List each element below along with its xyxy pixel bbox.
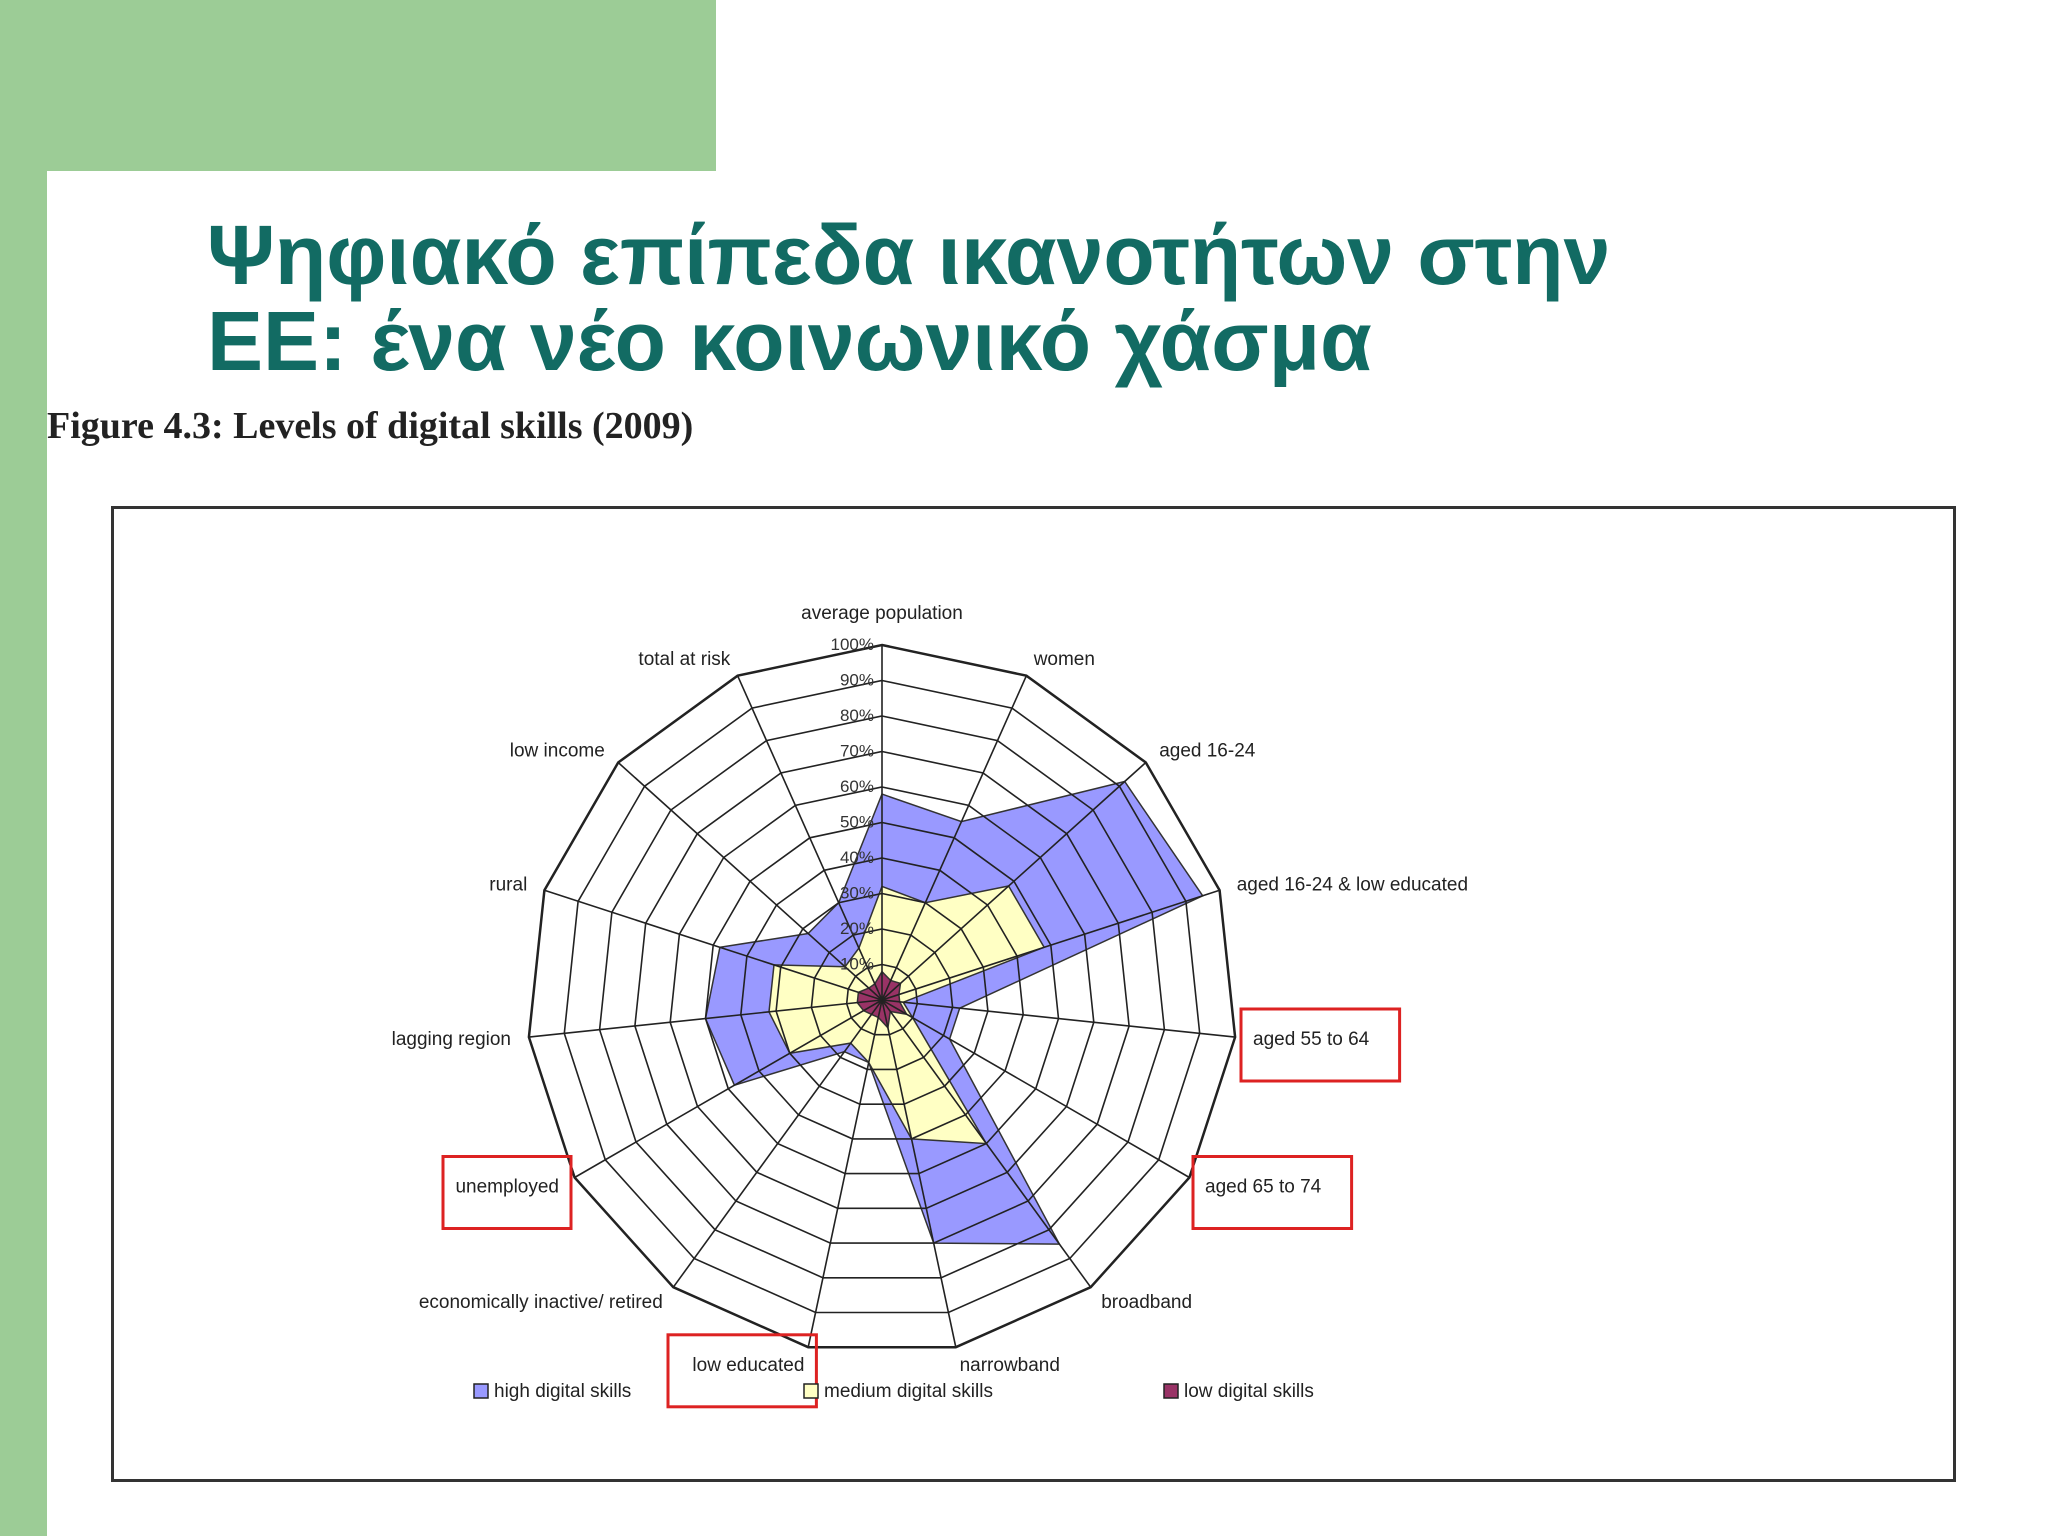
radar-grid — [529, 645, 1235, 1347]
tick-label-60%: 60% — [839, 777, 874, 796]
slide-title — [207, 208, 2007, 388]
figure-caption: Figure 4.3: Levels of digital skills (2009) — [47, 405, 694, 447]
radar-chart — [114, 509, 1959, 1485]
category-label-women: women — [1033, 649, 1095, 671]
category-label-total-at-risk: total at risk — [638, 649, 731, 671]
category-label-economically-inactive-retired: economically inactive/ retired — [418, 1291, 663, 1313]
category-label-narrowband: narrowband — [959, 1354, 1060, 1376]
green-header-band — [0, 0, 716, 171]
tick-label-20%: 20% — [839, 919, 874, 938]
category-label-aged-65-to-74: aged 65 to 74 — [1205, 1176, 1322, 1198]
slide-title-line-2: ΕΕ: ένα νέο κοινωνικό χάσμα — [207, 294, 1372, 388]
legend-swatch-high-digital-skills — [474, 1384, 488, 1398]
tick-label-40%: 40% — [839, 848, 874, 867]
category-label-lagging-region: lagging region — [391, 1029, 511, 1050]
tick-label-100%: 100% — [830, 635, 874, 654]
slide-title-line-1: Ψηφιακό επίπεδα ικανοτήτων στην — [207, 208, 1611, 302]
category-label-low-educated: low educated — [692, 1354, 805, 1376]
tick-label-80%: 80% — [839, 706, 874, 725]
category-label-aged-16-24: aged 16-24 — [1159, 740, 1256, 762]
category-label-low-income: low income — [509, 740, 605, 762]
tick-label-70%: 70% — [839, 741, 874, 761]
legend-label-medium-digital-skills: medium digital skills — [824, 1381, 993, 1402]
category-label-broadband: broadband — [1101, 1291, 1193, 1313]
category-label-unemployed: unemployed — [455, 1176, 559, 1198]
tick-label-30%: 30% — [839, 883, 874, 903]
green-left-band — [0, 0, 47, 1536]
tick-label-50%: 50% — [839, 812, 874, 832]
category-label-rural: rural — [489, 874, 528, 896]
category-label-aged-55-to-64: aged 55 to 64 — [1253, 1029, 1370, 1050]
tick-label-10%: 10% — [839, 954, 874, 974]
chart-frame — [111, 506, 1956, 1482]
tick-label-90%: 90% — [839, 670, 874, 690]
legend-swatch-low-digital-skills — [1164, 1384, 1178, 1398]
legend-swatch-medium-digital-skills — [804, 1384, 818, 1398]
category-label-aged-16-24-low-educated: aged 16-24 & low educated — [1236, 874, 1469, 896]
legend-label-high-digital-skills: high digital skills — [494, 1381, 632, 1402]
legend-label-low-digital-skills: low digital skills — [1184, 1381, 1314, 1402]
category-label-average-population: average population — [801, 603, 963, 624]
